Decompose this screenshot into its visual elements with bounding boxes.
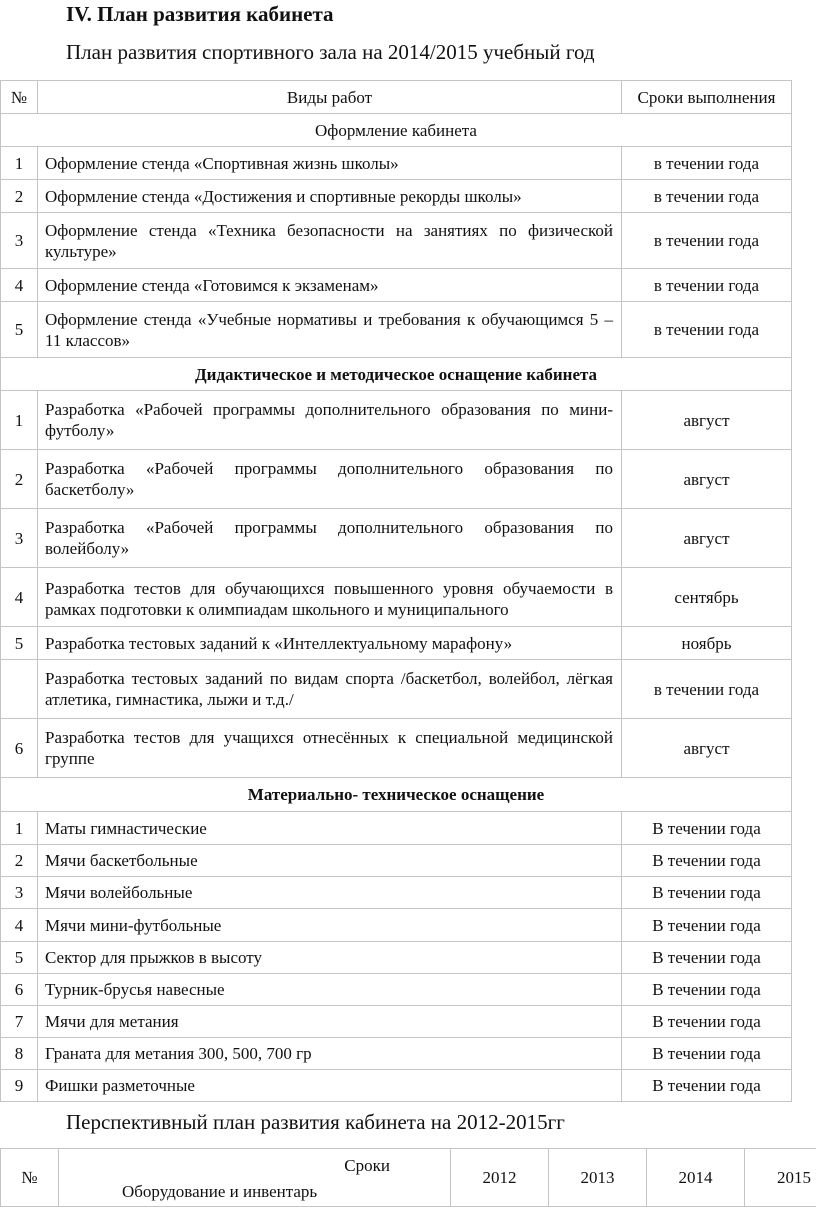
row-number: [1, 660, 38, 719]
table-row: [1, 845, 792, 877]
row-description: Граната для метания 300, 500, 700 гр: [38, 1038, 622, 1070]
section-row: [1, 358, 792, 391]
row-number: 6: [1, 719, 38, 778]
section-title: Оформление кабинета: [1, 114, 792, 147]
row-number: 2: [1, 180, 38, 213]
row-number: 3: [1, 213, 38, 269]
row-description: Мячи волейбольные: [38, 877, 622, 909]
table-header-row: [1, 81, 792, 114]
row-term: в течении года: [622, 147, 792, 180]
row-description: Мячи баскетбольные: [38, 845, 622, 877]
row-term: август: [622, 450, 792, 509]
row-description: Разработка тестовых заданий к «Интеллектуальному марафону»: [38, 627, 622, 660]
header-year: 2015: [745, 1149, 816, 1207]
table-row: [1, 719, 792, 778]
section-title: Дидактическое и методическое оснащение кабинета: [1, 358, 792, 391]
row-term: в течении года: [622, 302, 792, 358]
row-number: 1: [1, 391, 38, 450]
row-number: 6: [1, 974, 38, 1006]
row-term: В течении года: [622, 909, 792, 942]
row-description: Турник-брусья навесные: [38, 974, 622, 1006]
table-row: [1, 942, 792, 974]
row-number: 2: [1, 845, 38, 877]
row-description: Разработка «Рабочей программы дополнительного образования по баскетболу»: [38, 450, 622, 509]
table-row: [1, 974, 792, 1006]
row-number: 8: [1, 1038, 38, 1070]
row-term: август: [622, 719, 792, 778]
row-term: ноябрь: [622, 627, 792, 660]
header-num: №: [1, 1149, 59, 1207]
row-description: Оформление стенда «Техника безопасности на занятиях по физической культуре»: [38, 213, 622, 269]
header-equipment: [59, 1149, 451, 1207]
row-number: 4: [1, 909, 38, 942]
row-description: Фишки разметочные: [38, 1070, 622, 1102]
row-description: Разработка тестовых заданий по видам спорта /баскетбол, волейбол, лёгкая атлетика, гимнастика, лыжи и т.д./: [38, 660, 622, 719]
row-term: В течении года: [622, 812, 792, 845]
table-row: [1, 450, 792, 509]
row-description: Оформление стенда «Учебные нормативы и требования к обучающимся 5 – 11 классов»: [38, 302, 622, 358]
table-row: [1, 147, 792, 180]
header-equipment-label: Оборудование и инвентарь: [122, 1181, 317, 1202]
table-row: [1, 302, 792, 358]
row-term: В течении года: [622, 1038, 792, 1070]
table-header-row: [1, 1149, 816, 1207]
row-term: в течении года: [622, 213, 792, 269]
row-description: Разработка тестов для учащихся отнесённых к специальной медицинской группе: [38, 719, 622, 778]
row-number: 4: [1, 568, 38, 627]
row-term: В течении года: [622, 974, 792, 1006]
row-term: в течении года: [622, 660, 792, 719]
row-description: Мячи мини-футбольные: [38, 909, 622, 942]
table-row: [1, 877, 792, 909]
row-term: В течении года: [622, 942, 792, 974]
row-term: август: [622, 509, 792, 568]
header-year: 2013: [549, 1149, 647, 1207]
table-row: [1, 568, 792, 627]
row-term: в течении года: [622, 180, 792, 213]
row-term: В течении года: [622, 1006, 792, 1038]
row-number: 7: [1, 1006, 38, 1038]
perspective-plan-title: Перспективный план развития кабинета на 2012-2015гг: [66, 1110, 565, 1135]
row-term: В течении года: [622, 877, 792, 909]
row-description: Сектор для прыжков в высоту: [38, 942, 622, 974]
header-terms-label: Сроки: [344, 1155, 390, 1176]
row-number: 2: [1, 450, 38, 509]
row-description: Оформление стенда «Спортивная жизнь школы»: [38, 147, 622, 180]
row-number: 3: [1, 877, 38, 909]
table-row: [1, 509, 792, 568]
header-work-types: Виды работ: [38, 81, 622, 114]
row-number: 3: [1, 509, 38, 568]
section-row: [1, 778, 792, 812]
plan-subtitle: План развития спортивного зала на 2014/2015 учебный год: [66, 40, 595, 65]
row-description: Оформление стенда «Готовимся к экзаменам»: [38, 269, 622, 302]
plan-table: [0, 80, 792, 1102]
table-row: [1, 180, 792, 213]
table-row: [1, 1038, 792, 1070]
row-term: в течении года: [622, 269, 792, 302]
table-row: [1, 1070, 792, 1102]
table-row: [1, 909, 792, 942]
row-number: 4: [1, 269, 38, 302]
row-term: В течении года: [622, 845, 792, 877]
table-row: [1, 269, 792, 302]
perspective-plan-table: [0, 1148, 816, 1207]
row-number: 5: [1, 302, 38, 358]
table-row: [1, 812, 792, 845]
row-description: Разработка «Рабочей программы дополнительного образования по мини-футболу»: [38, 391, 622, 450]
row-number: 5: [1, 942, 38, 974]
row-description: Разработка «Рабочей программы дополнительного образования по волейболу»: [38, 509, 622, 568]
row-number: 1: [1, 812, 38, 845]
header-year: 2014: [647, 1149, 745, 1207]
row-description: Разработка тестов для обучающихся повышенного уровня обучаемости в рамках подготовки к олимпиадам школьного и муниципального: [38, 568, 622, 627]
row-number: 1: [1, 147, 38, 180]
section-title: Материально- техническое оснащение: [1, 778, 792, 812]
row-description: Маты гимнастические: [38, 812, 622, 845]
table-row: [1, 391, 792, 450]
row-term: В течении года: [622, 1070, 792, 1102]
row-term: август: [622, 391, 792, 450]
table-row: [1, 627, 792, 660]
row-description: Мячи для метания: [38, 1006, 622, 1038]
row-number: 9: [1, 1070, 38, 1102]
header-deadlines: Сроки выполнения: [622, 81, 792, 114]
header-year: 2012: [451, 1149, 549, 1207]
section-row: [1, 114, 792, 147]
row-term: сентябрь: [622, 568, 792, 627]
row-description: Оформление стенда «Достижения и спортивные рекорды школы»: [38, 180, 622, 213]
table-row: [1, 660, 792, 719]
header-num: №: [1, 81, 38, 114]
row-number: 5: [1, 627, 38, 660]
table-row: [1, 213, 792, 269]
table-row: [1, 1006, 792, 1038]
section-heading: IV. План развития кабинета: [66, 2, 334, 27]
